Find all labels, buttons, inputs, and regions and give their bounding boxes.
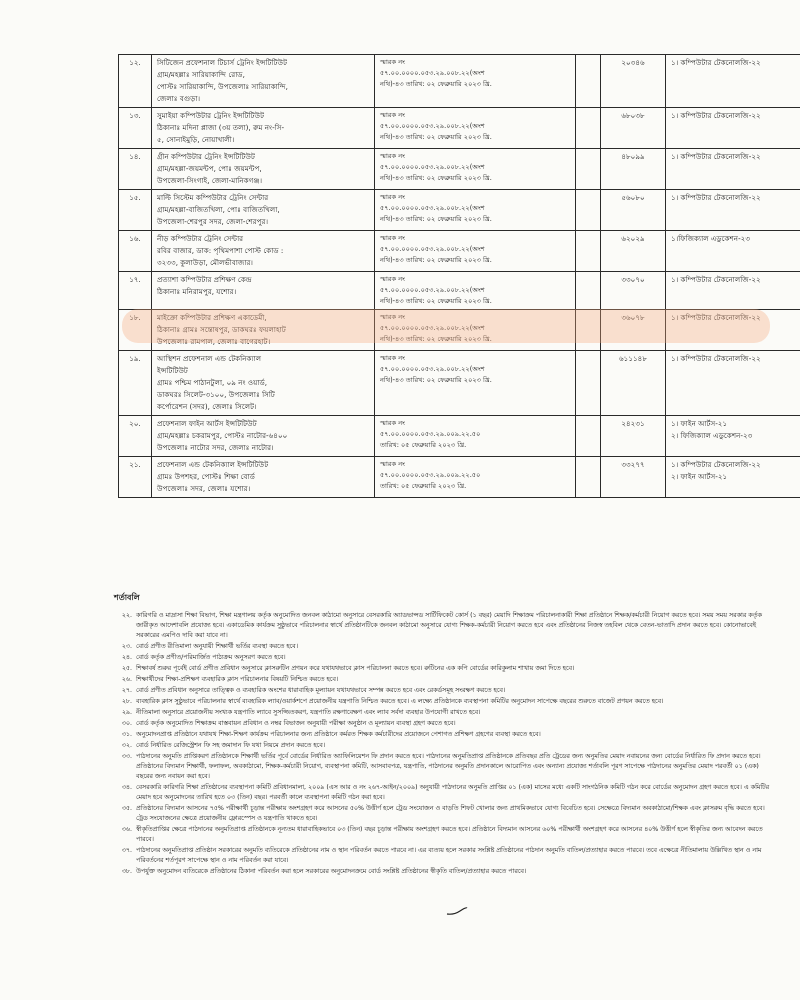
institute-line: নীড় কম্পিউটার ট্রেনিং সেন্টার xyxy=(157,234,244,243)
memo-line: তারিখ: ০৫ ফেব্রুয়ারি ২০২৩ খ্রি. xyxy=(380,482,467,490)
blank-cell xyxy=(576,190,601,231)
blank-cell xyxy=(576,351,601,416)
serial-cell: ১৫. xyxy=(119,190,152,231)
code-cell: ৬২০২৯ xyxy=(601,231,666,272)
term-text: উপর্যুক্ত অনুমোদন ব্যতিরেকে প্রতিষ্ঠানের ঠিকানা পরিবর্তন করা হলে সরকারের অনুমোদনক্রমে বোর্ড সংশ্লিষ্ট প্রতিষ্ঠানের স্বীকৃতি বাতিল/প্রত্যাহার করতে পারবে। xyxy=(136,868,527,875)
memo-line: স্মারক নং xyxy=(380,419,405,427)
memo-line: নথি)-৪৩ তারিখ: ০২ ফেব্রুয়ারি ২০২৩ খ্রি. xyxy=(380,80,492,88)
term-number: ৩০. xyxy=(121,720,132,727)
memo-line: নথি)-৪৩ তারিখ: ০২ ফেব্রুয়ারি ২০২৩ খ্রি. xyxy=(380,256,492,264)
subject-cell xyxy=(666,149,800,190)
memo-line: স্মারক নং xyxy=(380,354,405,362)
term-text: ব্যবহারিক ক্লাস সুষ্ঠুভাবে পরিচালনার স্বার্থে ব্যবহারিক ল্যাব/ওয়ার্কশপে প্রয়োজনীয় যন্ত্রপাতি নিশ্চিত করতে হবে। এ লক্ষ্যে প্রতিষ্ঠানকে ব্যবস্থাপনা কমিটির অনুমোদন সাপেক্ষে বছরের শুরুতে বাজেট প্রণয়ন করতে হবে। xyxy=(136,698,664,705)
code-cell: ৩৬০৭৮ xyxy=(601,310,666,351)
term-number: ২৮. xyxy=(121,698,132,705)
serial-cell: ১৩. xyxy=(119,108,152,149)
term-number: ৩৬. xyxy=(121,826,132,833)
institute-line: গ্রাম/মহল্লা-বাজিতখিলা, পোঃ বাজিতখিলা, xyxy=(157,205,280,214)
term-number: ২২. xyxy=(121,612,132,619)
term-item xyxy=(114,686,774,696)
institute-line: প্রফেশনাল এন্ড টেকনিক্যাল ইন্সটিটিউট xyxy=(157,460,269,469)
subject-line: ১। ফাইন আর্টস-২১ xyxy=(671,419,728,428)
memo-line: স্মারক নং xyxy=(380,152,405,160)
memo-line: নথি)-৪৩ তারিখ: ০২ ফেব্রুয়ারি ২০২৩ খ্রি. xyxy=(380,297,492,305)
institute-cell xyxy=(152,351,375,416)
table-row xyxy=(119,416,800,457)
subject-line: ১। কম্পিউটার টেকনোলজি-২২ xyxy=(671,460,761,469)
term-item xyxy=(114,697,774,707)
institute-table xyxy=(118,54,800,498)
institute-line: গ্রাম/মহল্লাঃ চকরামপুর, পোস্টঃ নাটোর-৬৪০০ xyxy=(157,431,288,440)
code-cell: ৪৮০৯৯ xyxy=(601,149,666,190)
term-text: বেসরকারি কারিগরি শিক্ষা প্রতিষ্ঠানের ব্যবস্থাপনা কমিটি প্রবিধানমালা, ২০০৯ (এস আর ও নং ২৬৭-আইন/২০০৯) অনুযায়ী পাঠদানের অনুমতি প্রাপ্তির ০১ (এক) মাসের মধ্যে একটি সাংগঠনিক কমিটি গঠন করে বোর্ডের অনুমোদন গ্রহণ করতে হবে। এ কমিটির মেয়াদ হবে অনুমোদনের তারিখ হতে ০৩ (তিন) বছর। পরবর্তী কালে ব্যবস্থাপনা কমিটি গঠন করা হবে। xyxy=(136,784,770,801)
code-cell: ৫৬০৮০ xyxy=(601,190,666,231)
terms-list xyxy=(114,611,774,877)
subject-cell xyxy=(666,190,800,231)
term-item xyxy=(114,675,774,685)
serial-cell: ১২. xyxy=(119,55,152,108)
table-row xyxy=(119,351,800,416)
term-item xyxy=(114,642,774,652)
institute-cell xyxy=(152,231,375,272)
memo-cell xyxy=(375,55,576,108)
institute-line: গ্রাম/মহল্লা-জয়মন্টপ, পোঃ জয়মন্টপ, xyxy=(157,164,262,173)
term-text: পাঠদানের অনুমতিপ্রাপ্ত প্রতিষ্ঠান সরকারের অনুমতি ব্যতিরেকে প্রতিষ্ঠানের নাম ও স্থান পরিবর্তন করতে পারবে না। এর ব্যত্যয় হলে সরকার সংশ্লিষ্ট প্রতিষ্ঠানের পাঠদান অনুমতি বাতিল/প্রত্যাহার করতে পারবে। তবে এক্ষেত্রে নীতিমালায় উল্লিখিত স্থান ও নাম পরিবর্তনের শর্তপূরণ সাপেক্ষে স্থান ও নাম পরিবর্তন করা যাবে। xyxy=(136,847,762,864)
blank-cell xyxy=(576,416,601,457)
memo-cell xyxy=(375,416,576,457)
institute-line: জেলাঃ বগুড়া। xyxy=(157,94,201,103)
institute-line: ঠিকানাঃ মদিনা প্লাজা (৩য় তলা), রুম নং-সি- xyxy=(157,123,285,132)
blank-cell xyxy=(576,457,601,498)
memo-line: ৫৭.০০.০০০০.০৫৩.২৯.০০৮.২২(অংশ xyxy=(380,204,485,212)
institute-line: গ্রামঃ পশ্চিম পাঠানটুলা, ০৯ নং ওয়ার্ড, xyxy=(157,378,268,387)
memo-line: ৫৭.০০.০০০০.০৫৩.২৯.০০৮.২২(অংশ xyxy=(380,163,485,171)
institute-line: গ্রাম/মহল্লাঃ সারিয়াকান্দি রোড, xyxy=(157,70,245,79)
memo-line: ৫৭.০০.০০০০.০৫৩.২৯.০০৮.২২(অংশ xyxy=(380,245,485,253)
memo-line: স্মারক নং xyxy=(380,234,405,242)
memo-line: নথি)-৪৩ তারিখ: ০২ ফেব্রুয়ারি ২০২৩ খ্রি. xyxy=(380,174,492,182)
memo-line: তারিখ: ০৫ ফেব্রুয়ারি ২০২৩ খ্রি. xyxy=(380,441,467,449)
institute-line: ৫, সোনাইমুড়ি, নোয়াখালী। xyxy=(157,135,235,144)
table-row xyxy=(119,149,800,190)
subject-cell xyxy=(666,231,800,272)
code-cell: ৩৩০৭০ xyxy=(601,272,666,310)
table-row xyxy=(119,108,800,149)
term-number: ২৪. xyxy=(121,654,132,661)
term-text: কারিগরি ও মাদ্রাসা শিক্ষা বিভাগ, শিক্ষা মন্ত্রণালয় কর্তৃক অনুমোদিত জনবল কাঠামো অনুসারে বেসরকারি অ্যাডভান্সড সার্টিফিকেট কোর্স (১ বছর) মেয়াদি শিক্ষাক্রম পরিচালনাকারী শিক্ষা প্রতিষ্ঠানে শিক্ষক/কর্মচারী নিয়োগ করতে হবে। সময় সময় সরকার কর্তৃক জারীকৃত আদেশাবলি প্রযোজ্য হবে। একাডেমিক কার্যক্রম সুষ্ঠুভাবে পরিচালনার স্বার্থে প্রতিষ্ঠানটিকে জনবল কাঠামো অনুসারে যোগ্য শিক্ষক-কর্মচারী নিয়োগ করতে হবে এবং প্রতিষ্ঠানের নিজস্ব তহবিল থেকে বেতন-ভাতাদি প্রদান করতে হবে। কোনোভাবেই সরকারের এমপিও দাবি করা যাবে না। xyxy=(136,612,762,639)
institute-line: মাল্টি সিস্টেম কম্পিউটার ট্রেনিং সেন্টার xyxy=(157,193,269,202)
institute-line: আস্থিশন প্রফেশনাল এন্ড টেকনিক্যাল xyxy=(157,354,262,363)
table-row xyxy=(119,55,800,108)
term-text: বোর্ড প্রণীত রীতিমালা অনুযায়ী শিক্ষার্থী ভর্তির ব্যবস্থা করতে হবে। xyxy=(136,643,298,650)
serial-cell: ১৯. xyxy=(119,351,152,416)
institute-line: কর্পোরেশন (সদর), জেলাঃ সিলেট। xyxy=(157,402,257,411)
subject-line: ১। কম্পিউটার টেকনোলজি-২২ xyxy=(671,58,761,67)
subject-line: ১। কম্পিউটার টেকনোলজি-২২ xyxy=(671,152,761,161)
code-cell: ২৪২৩১ xyxy=(601,416,666,457)
memo-line: ৫৭.০০.০০০০.০৫৩.২৯.০০৮.২২(অংশ xyxy=(380,69,485,77)
memo-cell xyxy=(375,310,576,351)
institute-cell xyxy=(152,457,375,498)
term-item xyxy=(114,708,774,718)
institute-cell xyxy=(152,272,375,310)
institute-line: ডাকঘরঃ সিলেট-৩১০০, উপজেলাঃ সিটি xyxy=(157,390,275,399)
institute-cell xyxy=(152,190,375,231)
memo-cell xyxy=(375,149,576,190)
term-item xyxy=(114,846,774,866)
table-row xyxy=(119,310,800,351)
term-text: পাঠদানের অনুমতি প্রাপ্তিকরণ প্রতিষ্ঠানকে শিক্ষার্থী ভর্তির পূর্বে বোর্ডের নির্ধারিত অ্যাফিলিয়েশন ফি প্রদান করতে হবে। পাঠদানের অনুমতিপ্রাপ্ত প্রতিষ্ঠানকে প্রতিবছর প্রতি ট্রেডের জন্য অনুমতির মেয়াদ নবায়নের জন্য বোর্ডের নির্ধারিত ফি প্রদান করতে হবে। প্রতিষ্ঠানের বিদ্যমান শিক্ষার্থী, ফলাফল, অবকাঠামো, শিক্ষক-কর্মচারী নিয়োগ, ব্যবস্থাপনা কমিটি, আসবাবপত্র, যন্ত্রপাতি, পাঠদানের অনুমতি প্রদানকালে আরোপিত এবং অন্যান্য প্রযোজ্য শর্তাবলি পূরণ সাপেক্ষে পাঠদানের অনুমতির মেয়াদ পরবর্তী ০১ (এক) বছরের জন্য নবায়ন করা হবে। xyxy=(136,753,761,780)
term-number: ২৯. xyxy=(121,709,132,716)
term-item xyxy=(114,664,774,674)
institute-line: রবির বাজার, ডাক: পৃথিমপাশা পোস্ট কোড : xyxy=(157,246,284,255)
institute-line: উপজেলাঃ নাটোর সদর, জেলাঃ নাটোর। xyxy=(157,443,274,452)
term-number: ২৬. xyxy=(121,676,132,683)
memo-line: নথি)-৪৩ তারিখ: ০২ ফেব্রুয়ারি ২০২৩ খ্রি. xyxy=(380,215,492,223)
term-number: ৩২. xyxy=(121,742,132,749)
term-number: ৩৪. xyxy=(121,784,132,791)
institute-cell xyxy=(152,108,375,149)
institute-line: পোস্টঃ সারিয়াকান্দি, উপজেলাঃ সারিয়াকান্দি, xyxy=(157,82,288,91)
institute-line: সিটিজেন প্রফেশনাল টিচার্স ট্রেনিং ইন্সটিটিউট xyxy=(157,58,288,67)
term-item xyxy=(114,653,774,663)
institute-line: প্রফেশনাল ফাইন আর্টস ইন্সটিটিউট xyxy=(157,419,257,428)
institute-line: সুমাইয়া কম্পিউটার ট্রেনিং ইন্সটিটিউট xyxy=(157,111,265,120)
memo-line: নথি)-৪৩ তারিখ: ০২ ফেব্রুয়ারি ২০২৩ খ্রি. xyxy=(380,376,492,384)
term-number: ৩৮. xyxy=(121,868,132,875)
signature-mark xyxy=(446,906,468,916)
table-row xyxy=(119,457,800,498)
subject-line: ১।ফিজিক্যাল এডুকেশন-২৩ xyxy=(671,234,751,243)
term-number: ২৩. xyxy=(121,643,132,650)
blank-cell xyxy=(576,231,601,272)
institute-line: মাইক্রো কম্পিউটার প্রশিক্ষণ একাডেমী, xyxy=(157,313,267,322)
subject-cell xyxy=(666,272,800,310)
serial-cell: ২০. xyxy=(119,416,152,457)
subject-line: ১। কম্পিউটার টেকনোলজি-২২ xyxy=(671,275,761,284)
memo-cell xyxy=(375,351,576,416)
term-number: ৩১. xyxy=(121,731,132,738)
term-text: অনুমোদনপ্রাপ্ত প্রতিষ্ঠানে যথাযথ শিক্ষা-শিক্ষণ কার্যক্রম পরিচালনার জন্য প্রতিষ্ঠানে কর্মরত শিক্ষক কর্মচারীদের প্রয়োজনে পেশাগত প্রশিক্ষণ গ্রহণের ব্যবস্থা করতে হবে। xyxy=(136,731,541,738)
memo-line: নথি)-৪৩ তারিখ: ০২ ফেব্রুয়ারি ২০২৩ খ্রি. xyxy=(380,335,492,343)
term-text: বোর্ড কর্তৃক প্রণীত/পরিমার্জিত পাঠ্যক্রম অনুসরণ করতে হবে। xyxy=(136,654,286,661)
subject-cell xyxy=(666,457,800,498)
blank-cell xyxy=(576,149,601,190)
term-text: প্রতিষ্ঠানের বিদ্যমান আসনের ৭৫% পরীক্ষার্থী চূড়ান্ত পরীক্ষায় অংশগ্রহণ করে আসনের ৫০% উত্তীর্ণ হলে ট্রেড সংযোজন ও বাড়তি শিফট খোলার জন্য প্রাথমিকভাবে যোগ্য বিবেচিত হবে। সেক্ষেত্রে বিদ্যমান অবকাঠামো/শিক্ষক এবং ক্লাসরুম বৃদ্ধি করতে হবে। ট্রেড সংযোজনের ক্ষেত্রে প্রয়োজনীয় ফ্লোরস্পেস ও যন্ত্রপাতি থাকতে হবে। xyxy=(136,805,765,822)
institute-line: ইন্সটিটিউট xyxy=(157,366,188,375)
terms-title: শর্তাবলি xyxy=(114,593,140,602)
subject-line: ১। কম্পিউটার টেকনোলজি-২২ xyxy=(671,193,761,202)
subject-cell xyxy=(666,310,800,351)
term-number: ৩৩. xyxy=(121,753,132,760)
memo-line: স্মারক নং xyxy=(380,460,405,468)
term-item xyxy=(114,783,774,803)
subject-line: ২। ফিজিক্যাল এডুকেশন-২৩ xyxy=(671,431,753,440)
term-text: স্বীকৃতিপ্রাপ্তির ক্ষেত্রে পাঠদানের অনুমতিপ্রাপ্ত প্রতিষ্ঠানকে নূন্যতম ধারাবাহিকভাবে ০৩ (তিন) বছর চূড়ান্ত পরীক্ষায় অংশগ্রহণ করতে হবে। প্রতিষ্ঠানে বিদ্যমান আসনের ৬০% পরীক্ষার্থী অংশগ্রহণ করে আসনের ৪০% উত্তীর্ণ হলে স্বীকৃতির জন্য আবেদন করতে পারবে। xyxy=(136,826,763,843)
code-cell: ৬১১১৪৮ xyxy=(601,351,666,416)
term-item xyxy=(114,804,774,824)
code-cell: ৬৮০৩৮ xyxy=(601,108,666,149)
memo-line: ৫৭.০০.০০০০.০৫৩.২৯.০০৮.২২(অংশ xyxy=(380,122,485,130)
institute-line: ঠিকানাঃ গ্রামঃ সন্তোষপুর, ডাকঘরঃ ফয়লাহাট xyxy=(157,325,286,334)
memo-line: ৫৭.০০.০০০০.০৫৩.২৯.০০৮.২২(অংশ xyxy=(380,286,485,294)
memo-line: ৫৭.০০.০০০০.০৫৩.২৯.০০৯.২২.৫০ xyxy=(380,471,481,479)
term-item xyxy=(114,825,774,845)
term-text: বোর্ড কর্তৃক অনুমোদিত শিক্ষাক্রম বাস্তবায়ন প্রবিধান ও নম্বর বিভাজন অনুযায়ী পরীক্ষা অনুষ্ঠান ও মূল্যায়ন ব্যবস্থা গ্রহণ করতে হবে। xyxy=(136,720,456,727)
institute-line: উপজেলা-সিংগাই, জেলা-মানিকগঞ্জ। xyxy=(157,176,263,185)
term-text: বোর্ড প্রণীত প্রবিধান অনুসারে তাত্ত্বিক ও ব্যবহারিক অংশের ধারাবাহিক মূল্যায়ন যথাযথভাবে সম্পন্ন করতে হবে এবং রেকর্ডসমূহ সংরক্ষণ করতে হবে। xyxy=(136,687,506,694)
memo-cell xyxy=(375,457,576,498)
term-item xyxy=(114,741,774,751)
memo-line: স্মারক নং xyxy=(380,275,405,283)
term-number: ২৭. xyxy=(121,687,132,694)
subject-line: ১। কম্পিউটার টেকনোলজি-২২ xyxy=(671,111,761,120)
term-text: বোর্ড নির্ধারিত রেজিস্ট্রেশন ফি সহ জমাদান ফি যথা নিয়মে প্রদান করতে হবে। xyxy=(136,742,325,749)
subject-cell xyxy=(666,351,800,416)
code-cell: ৩৩২৭৭ xyxy=(601,457,666,498)
term-text: শিক্ষার্থীদের শিক্ষা-প্রশিক্ষণ ব্যবহারিক ক্লাস পরিচালনার বিষয়টি নিশ্চিত করতে হবে। xyxy=(136,676,339,683)
blank-cell xyxy=(576,310,601,351)
memo-line: নথি)-৪৩ তারিখ: ০২ ফেব্রুয়ারি ২০২৩ খ্রি. xyxy=(380,133,492,141)
memo-line: ৫৭.০০.০০০০.০৫৩.২৯.০০৮.২২(অংশ xyxy=(380,365,485,373)
institute-line: ঠিকানাঃ মনিরামপুর, যশোর। xyxy=(157,287,237,296)
institute-line: গ্রামঃ উপশহর, পোস্টঃ শিক্ষা বোর্ড xyxy=(157,472,255,481)
memo-cell xyxy=(375,272,576,310)
term-number: ৩৭. xyxy=(121,847,132,854)
table-row xyxy=(119,272,800,310)
institute-table-body xyxy=(119,55,800,498)
serial-cell: ১৭. xyxy=(119,272,152,310)
institute-line: প্রত্যাশা কম্পিউটার প্রশিক্ষণ কেন্দ্র xyxy=(157,275,252,284)
memo-cell xyxy=(375,190,576,231)
memo-line: ৫৭.০০.০০০০.০৫৩.২৯.০০৮.২২(অংশ xyxy=(380,324,485,332)
table-row xyxy=(119,231,800,272)
institute-line: গ্রীন কম্পিউটার ট্রেনিং ইন্সটিটিউট xyxy=(157,152,255,161)
subject-cell xyxy=(666,108,800,149)
table-row xyxy=(119,190,800,231)
subject-line: ২। ফাইন আর্টস-২১ xyxy=(671,472,728,481)
subject-line: ১। কম্পিউটার টেকনোলজি-২২ xyxy=(671,313,761,322)
blank-cell xyxy=(576,108,601,149)
memo-line: স্মারক নং xyxy=(380,313,405,321)
terms-section xyxy=(114,592,774,878)
term-text: শিক্ষাবর্ষ শুরুর পূর্বেই বোর্ড প্রণীত প্রবিধান অনুসারে ক্লাসরুটিন প্রণয়ন করে যথাযথভাবে ক্লাস পরিচালনা করতে হবে। রুটিনের এক কপি বোর্ডের কারিকুলাম শাখায় জমা দিতে হবে। xyxy=(136,665,575,672)
memo-line: ৫৭.০০.০০০০.০৫৩.২৯.০০৯.২২.৫০ xyxy=(380,430,481,438)
code-cell: ২০৩৪৬ xyxy=(601,55,666,108)
subject-cell xyxy=(666,55,800,108)
term-item xyxy=(114,730,774,740)
memo-cell xyxy=(375,108,576,149)
institute-cell xyxy=(152,55,375,108)
serial-cell: ১৬. xyxy=(119,231,152,272)
term-item xyxy=(114,867,774,877)
institute-cell xyxy=(152,149,375,190)
memo-cell xyxy=(375,231,576,272)
subject-cell xyxy=(666,416,800,457)
memo-line: স্মারক নং xyxy=(380,193,405,201)
term-number: ২৫. xyxy=(121,665,132,672)
institute-line: উপজেলাঃ সদর, জেলাঃ যশোর। xyxy=(157,484,251,493)
memo-line: স্মারক নং xyxy=(380,58,405,66)
serial-cell: ১৮. xyxy=(119,310,152,351)
institute-line: উপজেলা-শেরপুর সদর, জেলা-শেরপুর। xyxy=(157,217,269,226)
serial-cell: ২১. xyxy=(119,457,152,498)
term-number: ৩৫. xyxy=(121,805,132,812)
serial-cell: ১৪. xyxy=(119,149,152,190)
blank-cell xyxy=(576,272,601,310)
memo-line: স্মারক নং xyxy=(380,111,405,119)
term-item xyxy=(114,611,774,641)
institute-line: ৩২৩৩, কুলাউড়া, মৌলভীবাজার। xyxy=(157,258,253,267)
institute-line: উপজেলাঃ রামপাল, জেলাঃ বাগেরহাট। xyxy=(157,337,271,346)
term-text: নীতিমালা অনুসারে প্রয়োজনীয় সংখ্যক যন্ত্রপাতি ল্যাবে সুসজ্জিতকরণ, যন্ত্রপাতি রক্ষণাবেক্ষণ এবং ল্যাব সর্বদা ব্যবহার উপযোগী রাখতে হবে। xyxy=(136,709,481,716)
term-item xyxy=(114,719,774,729)
term-item xyxy=(114,752,774,782)
blank-cell xyxy=(576,55,601,108)
subject-line: ১। কম্পিউটার টেকনোলজি-২২ xyxy=(671,354,761,363)
institute-cell xyxy=(152,310,375,351)
institute-cell xyxy=(152,416,375,457)
